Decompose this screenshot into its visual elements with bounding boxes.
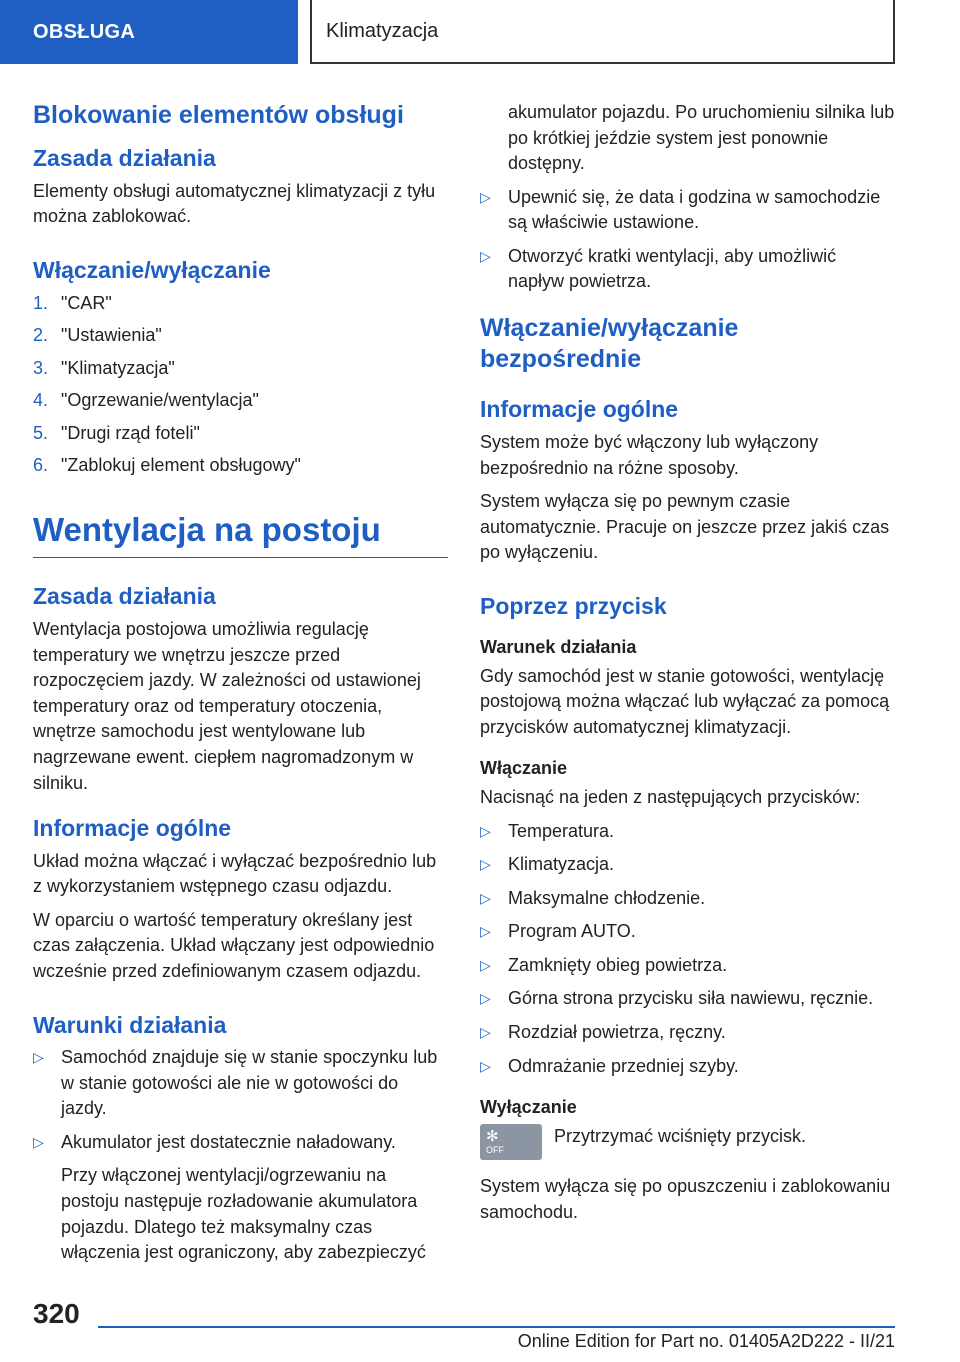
heading-warunek: Warunek działania [480, 636, 637, 657]
heading-informacje-right: Informacje ogólne [480, 396, 679, 423]
chapter-title: Klimatyzacja [326, 19, 439, 42]
bullet-triangle-icon: ▷ [480, 822, 491, 839]
list-item: ▷ Samochód znajduje się w stanie spoczynku lub w stanie gotowości ale nie w gotowości do jazdy. [33, 1045, 448, 1122]
right-column [480, 100, 895, 1233]
heading-wentylacja: Wentylacja na postoju [33, 510, 448, 559]
heading-blokowanie: Blokowanie elementów obsługi [33, 101, 404, 129]
para-wylaczanie-btn: Przytrzymać wciśnięty przycisk. [554, 1126, 807, 1147]
buttons-list [480, 819, 895, 1079]
footer-divider [98, 1326, 895, 1328]
para-went-zasada: Wentylacja postojowa umożliwia regulację temperatury we wnętrzu jeszcze przed rozpoczęciem jazdy. W zależności od ustawionej temperatury oraz od temperatury otoczenia, wnętrze samochodu jest wentylowane lub nagrzewane ewent. ciepłem nagromadzonym w silniku. [33, 619, 421, 793]
off-label: OFF [486, 1145, 504, 1156]
heading-wlaczanie-right: Włączanie [480, 758, 568, 779]
fan-off-button-image [480, 1124, 542, 1160]
off-button-row [480, 1124, 895, 1160]
list-item: 5. "Drugi rząd foteli" [33, 422, 200, 443]
heading-przycisk: Poprzez przycisk [480, 592, 667, 619]
prep-list [480, 185, 895, 295]
bullet-triangle-icon: ▷ [480, 247, 491, 264]
page-number: 320 [33, 1298, 80, 1329]
bullet-triangle-icon: ▷ [480, 889, 491, 906]
para-info-2: W oparciu o wartość temperatury określany jest czas załączenia. Układ włączany jest odpowiednio wcześnie przed zdefiniowanym czasem odjazdu. [33, 909, 435, 981]
bullet-triangle-icon: ▷ [480, 1057, 491, 1074]
list-item: ▷ Temperatura. [480, 819, 895, 845]
left-column [33, 100, 448, 1274]
bullet-triangle-icon: ▷ [480, 1024, 491, 1041]
heading-bezposrednie: Włączanie/wyłączanie bezpośrednie [480, 313, 739, 374]
section-title: OBSŁUGA [33, 20, 136, 43]
heading-wlaczanie: Włączanie/wyłączanie [33, 256, 271, 283]
para-continued: akumulator pojazdu. Po uruchomieniu silnika lub po krótkiej jeździe system jest ponownie dostępny. [508, 102, 895, 174]
heading-warunki: Warunki działania [33, 1011, 227, 1038]
list-item: ▷ Akumulator jest dostatecznie naładowany. [33, 1130, 448, 1156]
steps-list [33, 291, 448, 479]
list-item: 2. "Ustawienia" [33, 325, 162, 346]
heading-informacje: Informacje ogólne [33, 815, 232, 842]
heading-wylaczanie: Wyłączanie [480, 1097, 577, 1118]
bullet-triangle-icon: ▷ [480, 923, 491, 940]
list-item: ▷ Program AUTO. [480, 919, 895, 945]
list-item: ▷ Upewnić się, że data i godzina w samochodzie są właściwie ustawione. [480, 185, 895, 236]
para-battery-note: Przy włączonej wentylacji/ogrzewaniu na postoju następuje rozładowanie akumulatora pojazdu. Dlatego też maksymalny czas włączenia jest ograniczony, aby zabezpieczyć [61, 1165, 426, 1263]
list-item: 4. "Ogrzewanie/wentylacja" [33, 390, 259, 411]
bullet-triangle-icon: ▷ [33, 1133, 44, 1150]
list-item: ▷ Zamknięty obieg powietrza. [480, 953, 895, 979]
chapter-header [310, 0, 895, 64]
para-right-info-2: System wyłącza się po pewnym czasie automatycznie. Pracuje on jeszcze przez jakiś czas po wyłączeniu. [480, 491, 890, 563]
bullet-triangle-icon: ▷ [480, 990, 491, 1007]
list-item: ▷ Otworzyć kratki wentylacji, aby umożliwić napływ powietrza. [480, 244, 895, 295]
list-item: ▷ Odmrażanie przedniej szyby. [480, 1054, 895, 1080]
list-item: ▷ Maksymalne chłodzenie. [480, 886, 895, 912]
bullet-triangle-icon: ▷ [480, 956, 491, 973]
bullet-triangle-icon: ▷ [480, 188, 491, 205]
para-warunek: Gdy samochód jest w stanie gotowości, wentylację postojową można włączać lub wyłączać za pomocą przycisków automatycznej klimatyzacji. [480, 665, 890, 737]
bullet-triangle-icon: ▷ [33, 1049, 44, 1066]
list-item: ▷ Klimatyzacja. [480, 852, 895, 878]
section-tab [0, 0, 298, 64]
list-item: 3. "Klimatyzacja" [33, 357, 175, 378]
list-item: ▷ Rozdział powietrza, ręczny. [480, 1020, 895, 1046]
para-wylaczanie: System wyłącza się po opuszczeniu i zablokowaniu samochodu. [480, 1176, 891, 1222]
para-wlaczanie: Nacisnąć na jeden z następujących przycisków: [480, 787, 861, 808]
footer-edition: Online Edition for Part no. 01405A2D222 - II/21 [517, 1331, 895, 1351]
list-item: ▷ Górna strona przycisku siła nawiewu, ręcznie. [480, 986, 895, 1012]
para-info-1: Układ można włączać i wyłączać bezpośrednio lub z wykorzystaniem wstępnego czasu odjazdu. [33, 850, 437, 897]
heading-zasada-blok: Zasada działania [33, 145, 216, 171]
para-blok-zasada: Elementy obsługi automatycznej klimatyzacji z tyłu można zablokować. [33, 180, 436, 227]
bullet-triangle-icon: ▷ [480, 856, 491, 873]
list-item: 6. "Zablokuj element obsługowy" [33, 455, 301, 476]
list-item: 1. "CAR" [33, 292, 112, 313]
heading-zasada-went: Zasada działania [33, 583, 216, 610]
conditions-list [33, 1045, 448, 1155]
para-right-info-1: System może być włączony lub wyłączony bezpośrednio na różne sposoby. [480, 432, 819, 478]
fan-icon: ✻ [486, 1128, 499, 1146]
